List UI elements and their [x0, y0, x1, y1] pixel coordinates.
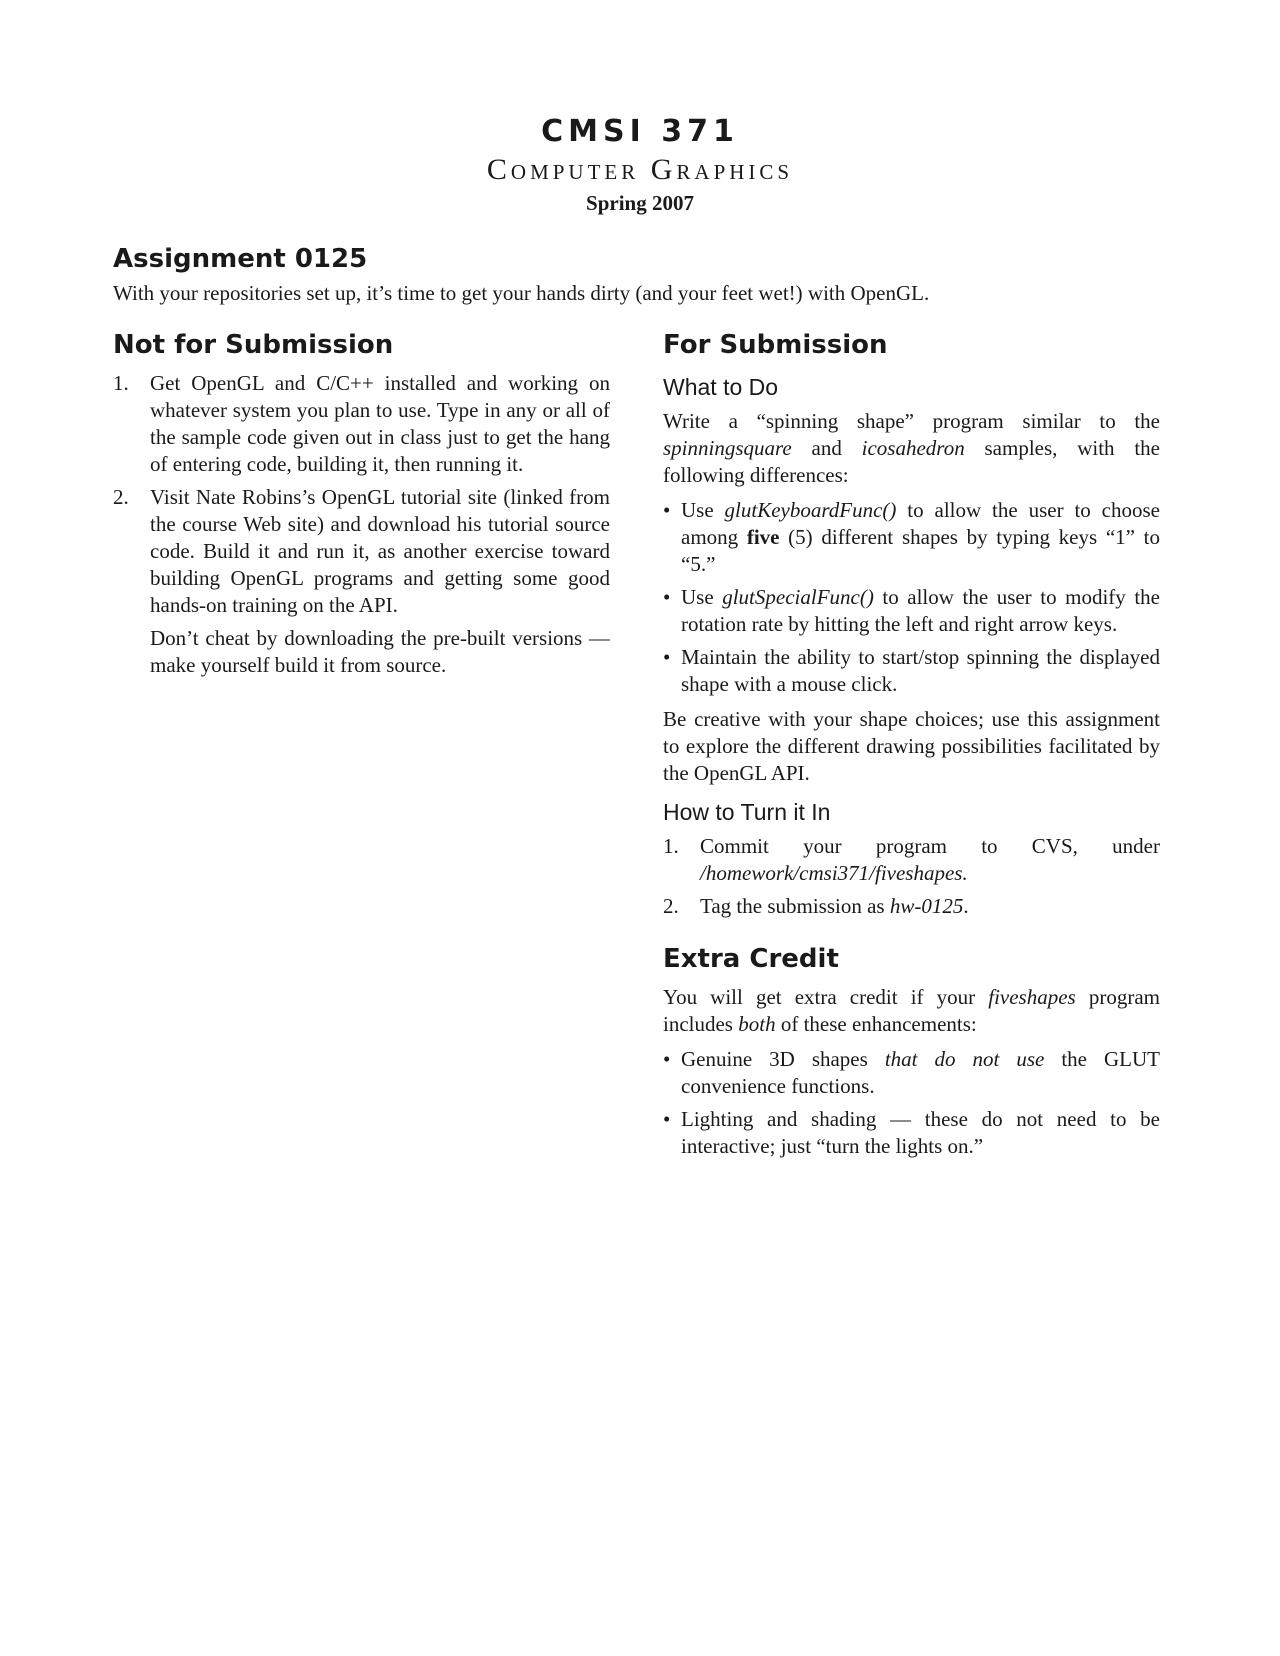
list-item — [663, 1046, 1160, 1100]
list-item — [663, 497, 1160, 578]
assignment-title: Assignment 0125 — [113, 244, 368, 274]
what-to-do-intro-b: samples, with the following differences: — [663, 436, 1160, 487]
word: to — [981, 834, 998, 858]
word: under — [1112, 834, 1160, 858]
list-item-text: Tag the submission as — [700, 894, 890, 918]
assignment-section — [113, 242, 1173, 307]
course-term: Spring 2007 — [586, 191, 694, 215]
emphasis-both: both — [738, 1012, 776, 1036]
list-item — [113, 484, 610, 679]
list-item-text: (5) different shapes by typing keys “1” to “5.” — [681, 525, 1160, 576]
function-name: glutSpecialFunc() — [722, 585, 874, 609]
what-to-do-intro-and: and — [791, 436, 862, 460]
word: your — [803, 834, 842, 858]
how-to-turn-in-heading: How to Turn it In — [663, 799, 831, 825]
course-name: Computer Graphics — [486, 153, 794, 186]
bullet-icon: • — [663, 585, 671, 609]
list-item-number: 2. — [663, 894, 679, 918]
list-item-number: 1. — [663, 834, 679, 858]
extra-credit-list — [663, 1046, 1160, 1160]
list-item-text: Genuine 3D shapes — [681, 1047, 885, 1071]
list-item — [113, 370, 610, 478]
list-item-number: 1. — [113, 371, 129, 395]
list-item — [663, 584, 1160, 638]
list-item-text: the GLUT convenience functions. — [681, 1047, 1160, 1098]
for-submission-heading: For Submission — [663, 330, 888, 360]
program-name: fiveshapes — [988, 985, 1076, 1009]
bullet-icon: • — [663, 1047, 671, 1071]
not-for-submission-column — [113, 328, 610, 687]
tag-name: hw-0125 — [889, 894, 964, 918]
extra-credit-intro — [663, 984, 1160, 1038]
list-item — [663, 644, 1160, 698]
list-item — [663, 833, 1160, 887]
course-code: CMSI 371 — [541, 114, 739, 149]
function-name: glutKeyboardFunc() — [724, 498, 897, 522]
requirements-list — [663, 497, 1160, 698]
not-for-submission-heading: Not for Submission — [113, 330, 394, 360]
repository-path: /homework/cmsi371/fiveshapes. — [700, 861, 968, 885]
word: Commit — [700, 834, 769, 858]
bullet-icon: • — [663, 498, 671, 522]
step-text — [700, 833, 1160, 860]
list-item-text: Use — [681, 498, 725, 522]
emphasis-five: five — [746, 525, 780, 549]
turn-in-steps — [663, 833, 1160, 920]
extra-credit-intro-a: You will get extra credit if your — [663, 985, 989, 1009]
list-item-text: to allow the user to modify the rotation rate by hitting the left and right arrow keys. — [681, 585, 1160, 636]
list-item-text: Visit Nate Robins’s OpenGL tutorial site (linked from the course Web site) and download his tutorial source code. Build it and run it, as another exercise toward building OpenGL programs and getting some good hands-on training on the API. — [150, 485, 610, 617]
list-item-text: Maintain the ability to start/stop spinning the displayed shape with a mouse click. — [681, 645, 1160, 696]
course-header — [0, 112, 1280, 218]
list-item — [663, 1106, 1160, 1160]
list-item-text: . — [963, 894, 969, 918]
extra-credit-intro-b: program includes — [663, 985, 1160, 1036]
what-to-do-heading: What to Do — [663, 374, 779, 400]
list-item-note: Don’t cheat by downloading the pre-built versions — make yourself build it from source. — [150, 626, 610, 677]
list-item-text: Use — [681, 585, 723, 609]
emphasis-text: that do not use — [884, 1047, 1045, 1071]
not-for-submission-list — [113, 370, 610, 679]
bullet-icon: • — [663, 1107, 671, 1131]
list-item-text: Get OpenGL and C/C++ installed and working on whatever system you plan to use. Type in any or all of the sample code given out in class just to get the hang of entering code, building it, then running it. — [150, 371, 610, 476]
what-to-do-closing: Be creative with your shape choices; use this assignment to explore the different drawing possibilities facilitated by the OpenGL API. — [663, 707, 1160, 785]
what-to-do-intro-a: Write a “spinning shape” program similar to the — [663, 409, 1160, 433]
for-submission-column — [663, 328, 1160, 1168]
list-item-number: 2. — [113, 485, 129, 509]
sample-spinningsquare: spinningsquare — [663, 436, 792, 460]
extra-credit-heading: Extra Credit — [663, 944, 839, 974]
list-item — [663, 893, 1160, 920]
word: CVS, — [1031, 834, 1078, 858]
word: program — [875, 834, 947, 858]
list-item-text: to allow the user to choose among — [681, 498, 1160, 549]
assignment-intro: With your repositories set up, it’s time to get your hands dirty (and your feet wet!) with OpenGL. — [113, 281, 930, 305]
extra-credit-intro-c: of these enhancements: — [775, 1012, 977, 1036]
list-item-text: Lighting and shading — these do not need to be interactive; just “turn the lights on.” — [681, 1107, 1160, 1158]
bullet-icon: • — [663, 645, 671, 669]
what-to-do-intro — [663, 408, 1160, 489]
sample-icosahedron: icosahedron — [861, 436, 965, 460]
